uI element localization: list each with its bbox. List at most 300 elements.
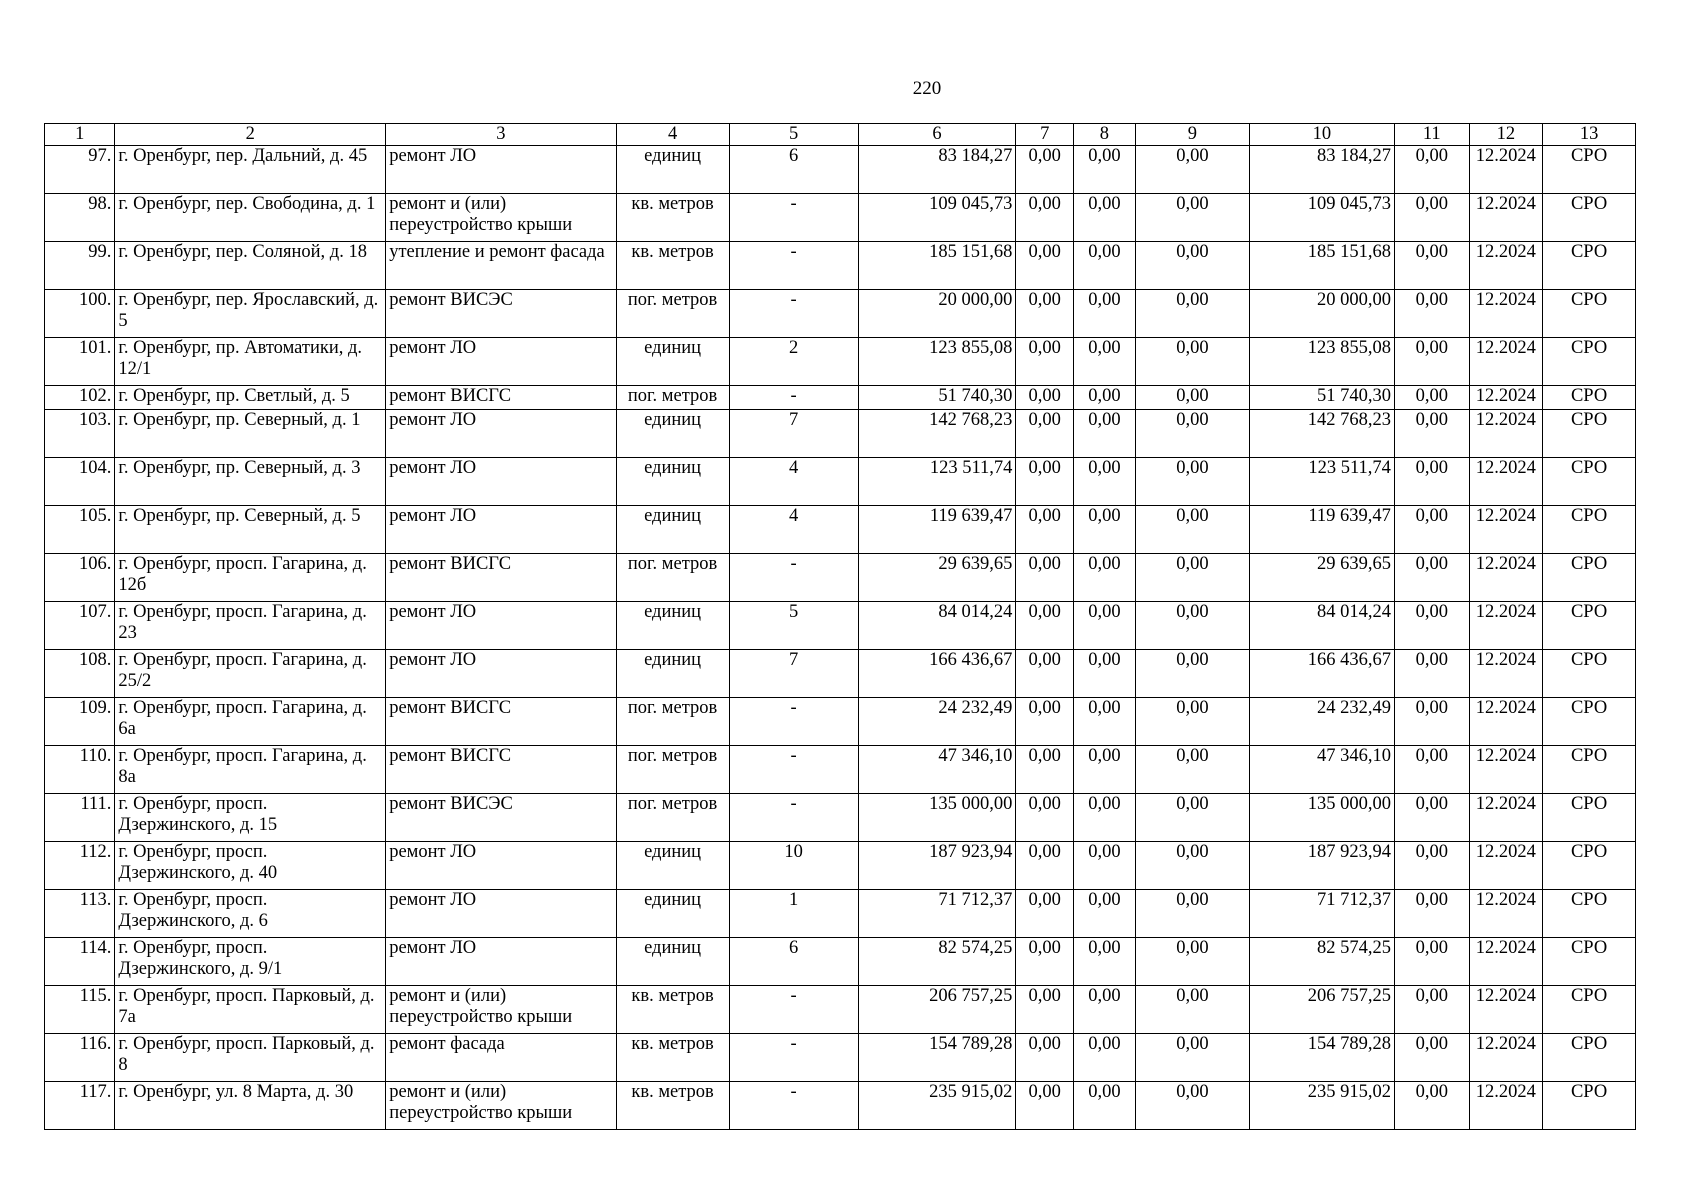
col10-cell: 185 151,68	[1249, 242, 1394, 290]
col10-cell: 119 639,47	[1249, 506, 1394, 554]
col7-cell: 0,00	[1016, 890, 1074, 938]
table-row	[45, 338, 1636, 386]
row-number: 112.	[45, 842, 115, 890]
col9-cell: 0,00	[1135, 338, 1249, 386]
col10-cell: 142 768,23	[1249, 410, 1394, 458]
quantity-cell: 7	[729, 650, 858, 698]
table-row	[45, 986, 1636, 1034]
total-cost-cell: 135 000,00	[858, 794, 1016, 842]
total-cost-cell: 83 184,27	[858, 146, 1016, 194]
col11-cell: 0,00	[1394, 146, 1469, 194]
col8-cell: 0,00	[1073, 242, 1135, 290]
table-body	[45, 146, 1636, 1130]
address-cell: г. Оренбург, ул. 8 Марта, д. 30	[115, 1082, 386, 1130]
col7-cell: 0,00	[1016, 746, 1074, 794]
table-row	[45, 1034, 1636, 1082]
col7-cell: 0,00	[1016, 410, 1074, 458]
total-cost-cell: 166 436,67	[858, 650, 1016, 698]
fund-type-cell: СРО	[1543, 602, 1636, 650]
row-number: 106.	[45, 554, 115, 602]
fund-type-cell: СРО	[1543, 938, 1636, 986]
col11-cell: 0,00	[1394, 338, 1469, 386]
quantity-cell: 7	[729, 410, 858, 458]
quantity-cell: 5	[729, 602, 858, 650]
col7-cell: 0,00	[1016, 1082, 1074, 1130]
address-cell: г. Оренбург, просп. Парковый, д. 7а	[115, 986, 386, 1034]
col10-cell: 123 511,74	[1249, 458, 1394, 506]
address-cell: г. Оренбург, просп. Гагарина, д. 25/2	[115, 650, 386, 698]
col11-cell: 0,00	[1394, 290, 1469, 338]
total-cost-cell: 123 855,08	[858, 338, 1016, 386]
table-row	[45, 410, 1636, 458]
col11-cell: 0,00	[1394, 194, 1469, 242]
table-row	[45, 794, 1636, 842]
total-cost-cell: 82 574,25	[858, 938, 1016, 986]
row-number: 101.	[45, 338, 115, 386]
col11-cell: 0,00	[1394, 386, 1469, 410]
address-cell: г. Оренбург, просп. Гагарина, д. 6а	[115, 698, 386, 746]
total-cost-cell: 123 511,74	[858, 458, 1016, 506]
address-cell: г. Оренбург, пер. Дальний, д. 45	[115, 146, 386, 194]
col9-cell: 0,00	[1135, 650, 1249, 698]
unit-cell: кв. метров	[616, 986, 729, 1034]
col8-cell: 0,00	[1073, 1082, 1135, 1130]
work-type-cell: ремонт ВИСГС	[386, 386, 616, 410]
col10-cell: 166 436,67	[1249, 650, 1394, 698]
work-type-cell: ремонт ЛО	[386, 506, 616, 554]
col7-cell: 0,00	[1016, 650, 1074, 698]
fund-type-cell: СРО	[1543, 194, 1636, 242]
fund-type-cell: СРО	[1543, 1082, 1636, 1130]
col7-cell: 0,00	[1016, 794, 1074, 842]
col7-cell: 0,00	[1016, 338, 1074, 386]
unit-cell: кв. метров	[616, 1082, 729, 1130]
table-row	[45, 842, 1636, 890]
quantity-cell: 1	[729, 890, 858, 938]
col10-cell: 71 712,37	[1249, 890, 1394, 938]
quantity-cell: -	[729, 794, 858, 842]
column-header: 4	[616, 124, 729, 146]
quantity-cell: -	[729, 1034, 858, 1082]
col10-cell: 20 000,00	[1249, 290, 1394, 338]
col10-cell: 47 346,10	[1249, 746, 1394, 794]
deadline-cell: 12.2024	[1469, 338, 1543, 386]
fund-type-cell: СРО	[1543, 794, 1636, 842]
total-cost-cell: 119 639,47	[858, 506, 1016, 554]
work-type-cell: ремонт и (или) переустройство крыши	[386, 986, 616, 1034]
quantity-cell: -	[729, 746, 858, 794]
col8-cell: 0,00	[1073, 938, 1135, 986]
col9-cell: 0,00	[1135, 842, 1249, 890]
quantity-cell: 6	[729, 938, 858, 986]
col8-cell: 0,00	[1073, 794, 1135, 842]
col11-cell: 0,00	[1394, 458, 1469, 506]
total-cost-cell: 142 768,23	[858, 410, 1016, 458]
total-cost-cell: 29 639,65	[858, 554, 1016, 602]
col9-cell: 0,00	[1135, 146, 1249, 194]
col11-cell: 0,00	[1394, 794, 1469, 842]
row-number: 114.	[45, 938, 115, 986]
unit-cell: единиц	[616, 338, 729, 386]
deadline-cell: 12.2024	[1469, 386, 1543, 410]
column-header: 13	[1543, 124, 1636, 146]
row-number: 102.	[45, 386, 115, 410]
unit-cell: единиц	[616, 506, 729, 554]
col8-cell: 0,00	[1073, 506, 1135, 554]
deadline-cell: 12.2024	[1469, 650, 1543, 698]
quantity-cell: -	[729, 290, 858, 338]
deadline-cell: 12.2024	[1469, 986, 1543, 1034]
col7-cell: 0,00	[1016, 290, 1074, 338]
row-number: 97.	[45, 146, 115, 194]
table-row	[45, 290, 1636, 338]
unit-cell: кв. метров	[616, 242, 729, 290]
table-row	[45, 242, 1636, 290]
col11-cell: 0,00	[1394, 650, 1469, 698]
col11-cell: 0,00	[1394, 410, 1469, 458]
table-row	[45, 1082, 1636, 1130]
col7-cell: 0,00	[1016, 146, 1074, 194]
page-number: 220	[912, 78, 942, 99]
table-row	[45, 698, 1636, 746]
col8-cell: 0,00	[1073, 746, 1135, 794]
deadline-cell: 12.2024	[1469, 290, 1543, 338]
quantity-cell: -	[729, 986, 858, 1034]
col7-cell: 0,00	[1016, 386, 1074, 410]
col7-cell: 0,00	[1016, 554, 1074, 602]
address-cell: г. Оренбург, пр. Автоматики, д. 12/1	[115, 338, 386, 386]
unit-cell: единиц	[616, 602, 729, 650]
col10-cell: 187 923,94	[1249, 842, 1394, 890]
col9-cell: 0,00	[1135, 698, 1249, 746]
quantity-cell: -	[729, 386, 858, 410]
unit-cell: единиц	[616, 890, 729, 938]
col8-cell: 0,00	[1073, 1034, 1135, 1082]
row-number: 104.	[45, 458, 115, 506]
column-header: 5	[729, 124, 858, 146]
table-row	[45, 746, 1636, 794]
deadline-cell: 12.2024	[1469, 554, 1543, 602]
total-cost-cell: 84 014,24	[858, 602, 1016, 650]
col11-cell: 0,00	[1394, 842, 1469, 890]
work-type-cell: ремонт ВИСЭС	[386, 794, 616, 842]
row-number: 99.	[45, 242, 115, 290]
fund-type-cell: СРО	[1543, 842, 1636, 890]
deadline-cell: 12.2024	[1469, 890, 1543, 938]
quantity-cell: 2	[729, 338, 858, 386]
col9-cell: 0,00	[1135, 938, 1249, 986]
works-table	[44, 123, 1636, 1130]
col10-cell: 83 184,27	[1249, 146, 1394, 194]
quantity-cell: -	[729, 1082, 858, 1130]
work-type-cell: ремонт ЛО	[386, 650, 616, 698]
quantity-cell: 4	[729, 506, 858, 554]
address-cell: г. Оренбург, просп. Парковый, д. 8	[115, 1034, 386, 1082]
col11-cell: 0,00	[1394, 506, 1469, 554]
quantity-cell: -	[729, 698, 858, 746]
total-cost-cell: 20 000,00	[858, 290, 1016, 338]
address-cell: г. Оренбург, просп. Дзержинского, д. 6	[115, 890, 386, 938]
column-header: 10	[1249, 124, 1394, 146]
col8-cell: 0,00	[1073, 842, 1135, 890]
col8-cell: 0,00	[1073, 986, 1135, 1034]
unit-cell: пог. метров	[616, 794, 729, 842]
table-row	[45, 386, 1636, 410]
col9-cell: 0,00	[1135, 602, 1249, 650]
deadline-cell: 12.2024	[1469, 194, 1543, 242]
row-number: 105.	[45, 506, 115, 554]
col8-cell: 0,00	[1073, 554, 1135, 602]
row-number: 103.	[45, 410, 115, 458]
col11-cell: 0,00	[1394, 554, 1469, 602]
unit-cell: кв. метров	[616, 1034, 729, 1082]
total-cost-cell: 71 712,37	[858, 890, 1016, 938]
table-row	[45, 194, 1636, 242]
col9-cell: 0,00	[1135, 386, 1249, 410]
work-type-cell: ремонт фасада	[386, 1034, 616, 1082]
unit-cell: единиц	[616, 458, 729, 506]
address-cell: г. Оренбург, пр. Северный, д. 3	[115, 458, 386, 506]
row-number: 108.	[45, 650, 115, 698]
deadline-cell: 12.2024	[1469, 602, 1543, 650]
table-row	[45, 458, 1636, 506]
deadline-cell: 12.2024	[1469, 938, 1543, 986]
col9-cell: 0,00	[1135, 194, 1249, 242]
unit-cell: кв. метров	[616, 194, 729, 242]
col10-cell: 84 014,24	[1249, 602, 1394, 650]
column-header: 11	[1394, 124, 1469, 146]
col9-cell: 0,00	[1135, 890, 1249, 938]
fund-type-cell: СРО	[1543, 410, 1636, 458]
col11-cell: 0,00	[1394, 890, 1469, 938]
work-type-cell: ремонт ЛО	[386, 410, 616, 458]
col11-cell: 0,00	[1394, 602, 1469, 650]
fund-type-cell: СРО	[1543, 146, 1636, 194]
quantity-cell: -	[729, 242, 858, 290]
address-cell: г. Оренбург, пр. Северный, д. 1	[115, 410, 386, 458]
col8-cell: 0,00	[1073, 290, 1135, 338]
address-cell: г. Оренбург, просп. Гагарина, д. 12б	[115, 554, 386, 602]
work-type-cell: ремонт ЛО	[386, 146, 616, 194]
total-cost-cell: 24 232,49	[858, 698, 1016, 746]
quantity-cell: 4	[729, 458, 858, 506]
row-number: 115.	[45, 986, 115, 1034]
col8-cell: 0,00	[1073, 698, 1135, 746]
fund-type-cell: СРО	[1543, 746, 1636, 794]
work-type-cell: ремонт ВИСГС	[386, 554, 616, 602]
row-number: 100.	[45, 290, 115, 338]
work-type-cell: ремонт ЛО	[386, 602, 616, 650]
column-number-row	[45, 124, 1636, 146]
col10-cell: 51 740,30	[1249, 386, 1394, 410]
fund-type-cell: СРО	[1543, 890, 1636, 938]
fund-type-cell: СРО	[1543, 650, 1636, 698]
col7-cell: 0,00	[1016, 1034, 1074, 1082]
deadline-cell: 12.2024	[1469, 1082, 1543, 1130]
work-type-cell: ремонт ЛО	[386, 458, 616, 506]
col11-cell: 0,00	[1394, 986, 1469, 1034]
col10-cell: 123 855,08	[1249, 338, 1394, 386]
column-header: 2	[115, 124, 386, 146]
col9-cell: 0,00	[1135, 410, 1249, 458]
fund-type-cell: СРО	[1543, 554, 1636, 602]
deadline-cell: 12.2024	[1469, 1034, 1543, 1082]
unit-cell: пог. метров	[616, 386, 729, 410]
quantity-cell: 6	[729, 146, 858, 194]
row-number: 107.	[45, 602, 115, 650]
total-cost-cell: 154 789,28	[858, 1034, 1016, 1082]
col10-cell: 206 757,25	[1249, 986, 1394, 1034]
table-row	[45, 890, 1636, 938]
col10-cell: 109 045,73	[1249, 194, 1394, 242]
quantity-cell: -	[729, 554, 858, 602]
deadline-cell: 12.2024	[1469, 842, 1543, 890]
col10-cell: 24 232,49	[1249, 698, 1394, 746]
address-cell: г. Оренбург, пер. Ярославский, д. 5	[115, 290, 386, 338]
table-row	[45, 146, 1636, 194]
column-header: 12	[1469, 124, 1543, 146]
col8-cell: 0,00	[1073, 194, 1135, 242]
col9-cell: 0,00	[1135, 290, 1249, 338]
work-type-cell: ремонт ЛО	[386, 938, 616, 986]
fund-type-cell: СРО	[1543, 1034, 1636, 1082]
col9-cell: 0,00	[1135, 242, 1249, 290]
address-cell: г. Оренбург, пер. Свободина, д. 1	[115, 194, 386, 242]
col11-cell: 0,00	[1394, 698, 1469, 746]
total-cost-cell: 109 045,73	[858, 194, 1016, 242]
column-header: 8	[1073, 124, 1135, 146]
work-type-cell: ремонт ВИСЭС	[386, 290, 616, 338]
address-cell: г. Оренбург, просп. Дзержинского, д. 9/1	[115, 938, 386, 986]
unit-cell: единиц	[616, 410, 729, 458]
work-type-cell: ремонт ЛО	[386, 842, 616, 890]
col7-cell: 0,00	[1016, 506, 1074, 554]
unit-cell: пог. метров	[616, 746, 729, 794]
col7-cell: 0,00	[1016, 986, 1074, 1034]
row-number: 116.	[45, 1034, 115, 1082]
column-header: 3	[386, 124, 616, 146]
col10-cell: 154 789,28	[1249, 1034, 1394, 1082]
column-header: 1	[45, 124, 115, 146]
quantity-cell: 10	[729, 842, 858, 890]
deadline-cell: 12.2024	[1469, 410, 1543, 458]
col9-cell: 0,00	[1135, 506, 1249, 554]
work-type-cell: ремонт ВИСГС	[386, 746, 616, 794]
fund-type-cell: СРО	[1543, 338, 1636, 386]
table-row	[45, 506, 1636, 554]
col8-cell: 0,00	[1073, 338, 1135, 386]
fund-type-cell: СРО	[1543, 290, 1636, 338]
col10-cell: 235 915,02	[1249, 1082, 1394, 1130]
col8-cell: 0,00	[1073, 386, 1135, 410]
row-number: 98.	[45, 194, 115, 242]
table-row	[45, 650, 1636, 698]
col9-cell: 0,00	[1135, 1034, 1249, 1082]
col7-cell: 0,00	[1016, 842, 1074, 890]
deadline-cell: 12.2024	[1469, 458, 1543, 506]
deadline-cell: 12.2024	[1469, 506, 1543, 554]
address-cell: г. Оренбург, просп. Дзержинского, д. 15	[115, 794, 386, 842]
table-row	[45, 554, 1636, 602]
deadline-cell: 12.2024	[1469, 242, 1543, 290]
work-type-cell: ремонт ЛО	[386, 338, 616, 386]
work-type-cell: ремонт ВИСГС	[386, 698, 616, 746]
unit-cell: пог. метров	[616, 290, 729, 338]
unit-cell: единиц	[616, 146, 729, 194]
work-type-cell: ремонт ЛО	[386, 890, 616, 938]
col11-cell: 0,00	[1394, 1034, 1469, 1082]
col7-cell: 0,00	[1016, 938, 1074, 986]
address-cell: г. Оренбург, просп. Гагарина, д. 23	[115, 602, 386, 650]
col11-cell: 0,00	[1394, 746, 1469, 794]
fund-type-cell: СРО	[1543, 458, 1636, 506]
quantity-cell: -	[729, 194, 858, 242]
fund-type-cell: СРО	[1543, 242, 1636, 290]
fund-type-cell: СРО	[1543, 698, 1636, 746]
column-header: 6	[858, 124, 1016, 146]
col8-cell: 0,00	[1073, 602, 1135, 650]
total-cost-cell: 47 346,10	[858, 746, 1016, 794]
unit-cell: единиц	[616, 938, 729, 986]
address-cell: г. Оренбург, пр. Северный, д. 5	[115, 506, 386, 554]
column-header: 9	[1135, 124, 1249, 146]
work-type-cell: утепление и ремонт фасада	[386, 242, 616, 290]
row-number: 117.	[45, 1082, 115, 1130]
deadline-cell: 12.2024	[1469, 794, 1543, 842]
col10-cell: 135 000,00	[1249, 794, 1394, 842]
fund-type-cell: СРО	[1543, 986, 1636, 1034]
unit-cell: единиц	[616, 650, 729, 698]
col7-cell: 0,00	[1016, 698, 1074, 746]
col11-cell: 0,00	[1394, 242, 1469, 290]
deadline-cell: 12.2024	[1469, 746, 1543, 794]
row-number: 113.	[45, 890, 115, 938]
address-cell: г. Оренбург, просп. Дзержинского, д. 40	[115, 842, 386, 890]
col9-cell: 0,00	[1135, 746, 1249, 794]
col10-cell: 29 639,65	[1249, 554, 1394, 602]
fund-type-cell: СРО	[1543, 506, 1636, 554]
address-cell: г. Оренбург, пр. Светлый, д. 5	[115, 386, 386, 410]
col8-cell: 0,00	[1073, 410, 1135, 458]
total-cost-cell: 206 757,25	[858, 986, 1016, 1034]
total-cost-cell: 185 151,68	[858, 242, 1016, 290]
col8-cell: 0,00	[1073, 890, 1135, 938]
table-row	[45, 938, 1636, 986]
address-cell: г. Оренбург, просп. Гагарина, д. 8а	[115, 746, 386, 794]
col7-cell: 0,00	[1016, 458, 1074, 506]
total-cost-cell: 235 915,02	[858, 1082, 1016, 1130]
col9-cell: 0,00	[1135, 458, 1249, 506]
column-header: 7	[1016, 124, 1074, 146]
total-cost-cell: 51 740,30	[858, 386, 1016, 410]
col9-cell: 0,00	[1135, 986, 1249, 1034]
table-row	[45, 602, 1636, 650]
col11-cell: 0,00	[1394, 1082, 1469, 1130]
deadline-cell: 12.2024	[1469, 698, 1543, 746]
deadline-cell: 12.2024	[1469, 146, 1543, 194]
unit-cell: единиц	[616, 842, 729, 890]
col8-cell: 0,00	[1073, 458, 1135, 506]
col9-cell: 0,00	[1135, 794, 1249, 842]
fund-type-cell: СРО	[1543, 386, 1636, 410]
col7-cell: 0,00	[1016, 602, 1074, 650]
col11-cell: 0,00	[1394, 938, 1469, 986]
unit-cell: пог. метров	[616, 554, 729, 602]
col7-cell: 0,00	[1016, 194, 1074, 242]
unit-cell: пог. метров	[616, 698, 729, 746]
col10-cell: 82 574,25	[1249, 938, 1394, 986]
row-number: 110.	[45, 746, 115, 794]
